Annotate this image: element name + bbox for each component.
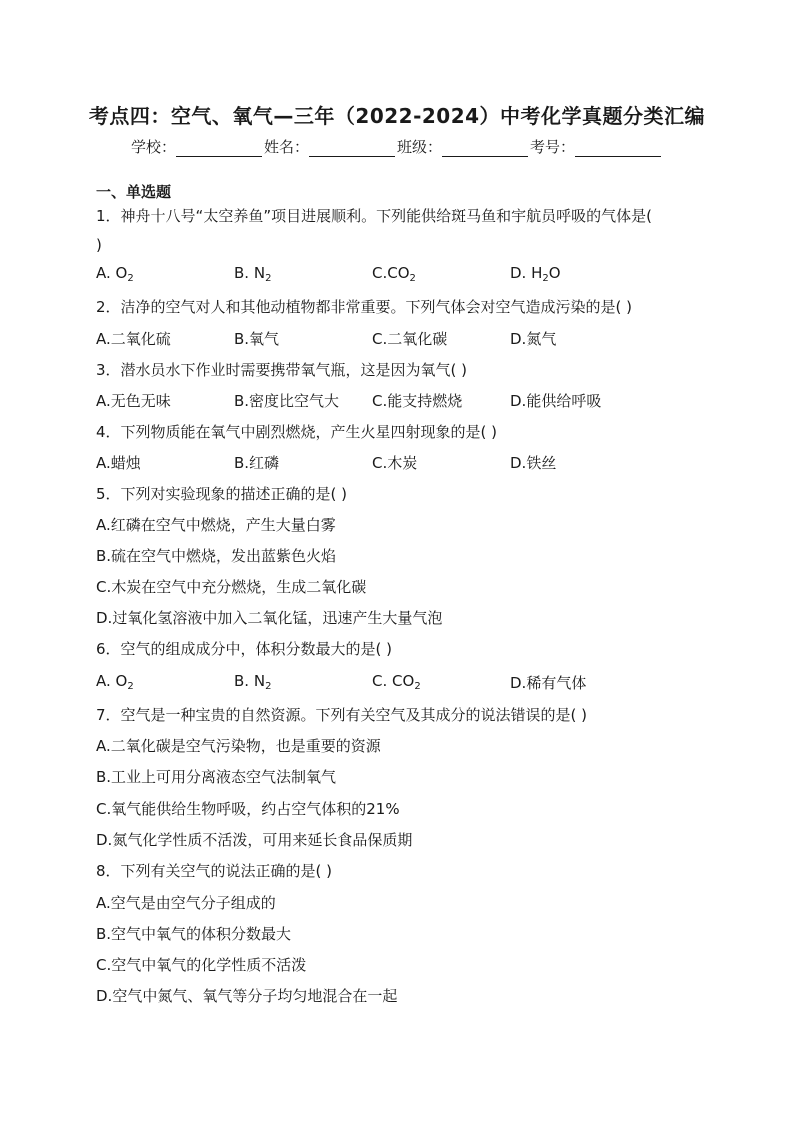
q5-option-b[interactable]: B.硫在空气中燃烧，发出蓝紫色火焰	[96, 547, 337, 565]
question-5: 5．下列对实验现象的描述正确的是( )	[96, 485, 348, 503]
exam-number-label: 考号：	[530, 138, 576, 156]
q3-option-c[interactable]: C.能支持燃烧	[372, 392, 463, 410]
question-2-options	[96, 328, 648, 349]
question-7: 7．空气是一种宝贵的自然资源。下列有关空气及其成分的说法错误的是( )	[96, 706, 588, 724]
q5-option-a[interactable]: A.红磷在空气中燃烧，产生大量白雾	[96, 516, 336, 534]
question-3: 3．潜水员水下作业时需要携带氧气瓶，这是因为氧气( )	[96, 361, 468, 379]
q7-option-b[interactable]: B.工业上可用分离液态空气法制氧气	[96, 768, 337, 786]
q4-option-c[interactable]: C.木炭	[372, 454, 418, 472]
q2-option-a[interactable]: A.二氧化硫	[96, 330, 171, 348]
exam-number-blank[interactable]	[575, 140, 661, 157]
document-title: 考点四：空气、氧气—三年（2022-2024）中考化学真题分类汇编	[88, 104, 706, 128]
question-6-options	[96, 672, 648, 693]
school-field	[131, 136, 264, 157]
student-info-row	[0, 136, 794, 157]
question-8: 8．下列有关空气的说法正确的是( )	[96, 862, 333, 880]
question-1-line2: )	[96, 236, 102, 254]
q2-option-b[interactable]: B.氧气	[234, 330, 280, 348]
question-6: 6．空气的组成成分中，体积分数最大的是( )	[96, 640, 393, 658]
exam-number-field	[530, 136, 663, 157]
q4-option-b[interactable]: B.红磷	[234, 454, 280, 472]
question-2: 2．洁净的空气对人和其他动植物都非常重要。下列气体会对空气造成污染的是( )	[96, 298, 633, 316]
class-blank[interactable]	[442, 140, 528, 157]
q3-option-a[interactable]: A.无色无味	[96, 392, 171, 410]
class-field	[397, 136, 530, 157]
q3-option-b[interactable]: B.密度比空气大	[234, 392, 340, 410]
q6-option-a[interactable]: A. $O_2$	[96, 672, 134, 692]
q8-option-a[interactable]: A.空气是由空气分子组成的	[96, 894, 276, 912]
question-1-line1: 1．神舟十八号“太空养鱼”项目进展顺利。下列能供给斑马鱼和宇航员呼吸的气体是(	[96, 207, 652, 225]
q7-option-c[interactable]: C.氧气能供给生物呼吸，约占空气体积的21%	[96, 800, 400, 818]
q6-option-d[interactable]: D.稀有气体	[510, 674, 587, 692]
question-4: 4．下列物质能在氧气中剧烈燃烧，产生火星四射现象的是( )	[96, 423, 498, 441]
section-heading: 一、单选题	[96, 183, 172, 201]
q6-option-b[interactable]: B. $N_2$	[234, 672, 272, 692]
q5-option-c[interactable]: C.木炭在空气中充分燃烧，生成二氧化碳	[96, 578, 367, 596]
q5-option-d[interactable]: D.过氧化氢溶液中加入二氧化锰，迅速产生大量气泡	[96, 609, 443, 627]
q8-option-d[interactable]: D.空气中氮气、氧气等分子均匀地混合在一起	[96, 987, 398, 1005]
q8-option-b[interactable]: B.空气中氧气的体积分数最大	[96, 925, 292, 943]
name-blank[interactable]	[309, 140, 395, 157]
q1-option-b[interactable]: B. $N_2$	[234, 264, 272, 284]
class-label: 班级：	[397, 138, 443, 156]
school-label: 学校：	[130, 138, 176, 156]
name-field	[264, 136, 397, 157]
q3-option-d[interactable]: D.能供给呼吸	[510, 392, 602, 410]
q2-option-d[interactable]: D.氮气	[510, 330, 557, 348]
q1-option-c[interactable]: $C.CO_2$	[372, 264, 416, 284]
question-3-options	[96, 390, 648, 411]
q8-option-c[interactable]: C.空气中氧气的化学性质不活泼	[96, 956, 307, 974]
q1-option-d[interactable]: D. $H_2O$	[510, 264, 561, 284]
q4-option-a[interactable]: A.蜡烛	[96, 454, 141, 472]
q7-option-d[interactable]: D.氮气化学性质不活泼，可用来延长食品保质期	[96, 831, 413, 849]
name-label: 姓名：	[263, 138, 309, 156]
q1-option-a[interactable]: A. $O_2$	[96, 264, 134, 284]
q6-option-c[interactable]: C. $CO_2$	[372, 672, 421, 692]
q2-option-c[interactable]: C.二氧化碳	[372, 330, 448, 348]
school-blank[interactable]	[176, 140, 262, 157]
q4-option-d[interactable]: D.铁丝	[510, 454, 557, 472]
q7-option-a[interactable]: A.二氧化碳是空气污染物，也是重要的资源	[96, 737, 381, 755]
question-4-options	[96, 452, 648, 473]
question-1-options	[96, 264, 648, 284]
